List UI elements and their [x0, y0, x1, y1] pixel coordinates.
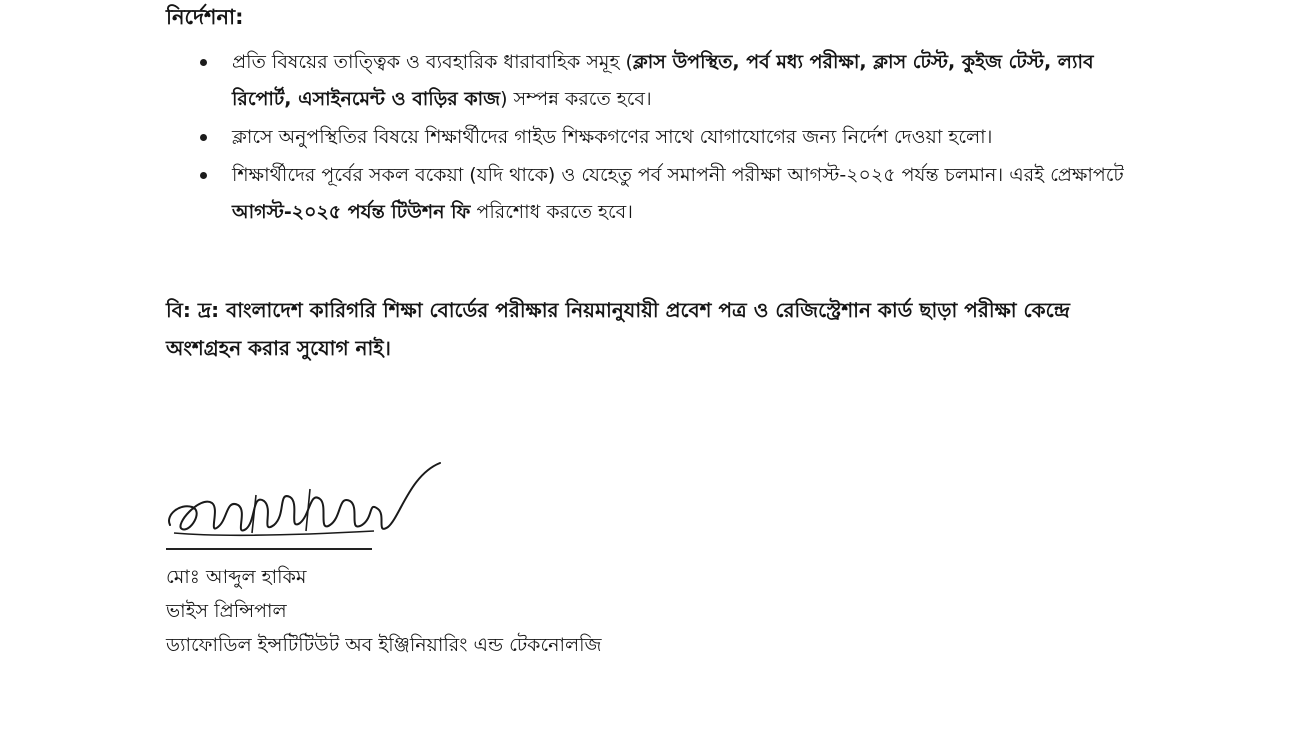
instruction-3-bold: আগস্ট-২০২৫ পর্যন্ত টিউশন ফি [232, 201, 471, 223]
signer-block [166, 560, 602, 662]
instruction-item-2 [196, 119, 1136, 156]
instruction-1-text: প্রতি বিষয়ের তাত্ত্বিক ও ব্যবহারিক ধারাবাহিক সমূহ ( [232, 51, 633, 73]
instruction-3-tail: পরিশোধ করতে হবে। [470, 201, 633, 223]
instruction-item-1 [196, 44, 1136, 118]
special-note: বি: দ্র: বাংলাদেশ কারিগরি শিক্ষা বোর্ডের পরীক্ষার নিয়মানুযায়ী প্রবেশ পত্র ও রেজিস্ট্রেশান কার্ড ছাড়া পরীক্ষা কেন্দ্রে অংশগ্রহন করার সুযোগ নাই। [166, 298, 1070, 360]
signer-designation: ভাইস প্রিন্সিপাল [166, 600, 287, 622]
signer-name: মোঃ আব্দুল হাকিম [166, 566, 307, 588]
instruction-1-tail: ) সম্পন্ন করতে হবে। [500, 88, 652, 110]
handwritten-signature [160, 455, 450, 555]
instruction-2-text: ক্লাসে অনুপস্থিতির বিষয়ে শিক্ষার্থীদের গাইড শিক্ষকগণের সাথে যোগাযোগের জন্য নির্দেশ দেওয়া হলো। [232, 126, 993, 148]
instruction-1-bold: ক্লাস উপস্থিত, পর্ব মধ্য পরীক্ষা, ক্লাস টেস্ট, কুইজ টেস্ট, ল্যাব রিপোর্ট, এসাইনমেন্ট ও বাড়ির কাজ [232, 51, 1094, 110]
instructions-heading: নির্দেশনা: [166, 5, 244, 29]
instruction-3-text: শিক্ষার্থীদের পূর্বের সকল বকেয়া (যদি থাকে) ও যেহেতু পর্ব সমাপনী পরীক্ষা আগস্ট-২০২৫ পর্যন্ত চলমান। এরই প্রেক্ষাপটে [232, 164, 1124, 186]
instructions-list [196, 44, 1136, 232]
signer-institute: ড্যাফোডিল ইন্সটিটিউট অব ইঞ্জিনিয়ারিং এন্ড টেকনোলজি [166, 634, 602, 656]
signature-line [166, 548, 372, 550]
instruction-item-3 [196, 157, 1136, 231]
